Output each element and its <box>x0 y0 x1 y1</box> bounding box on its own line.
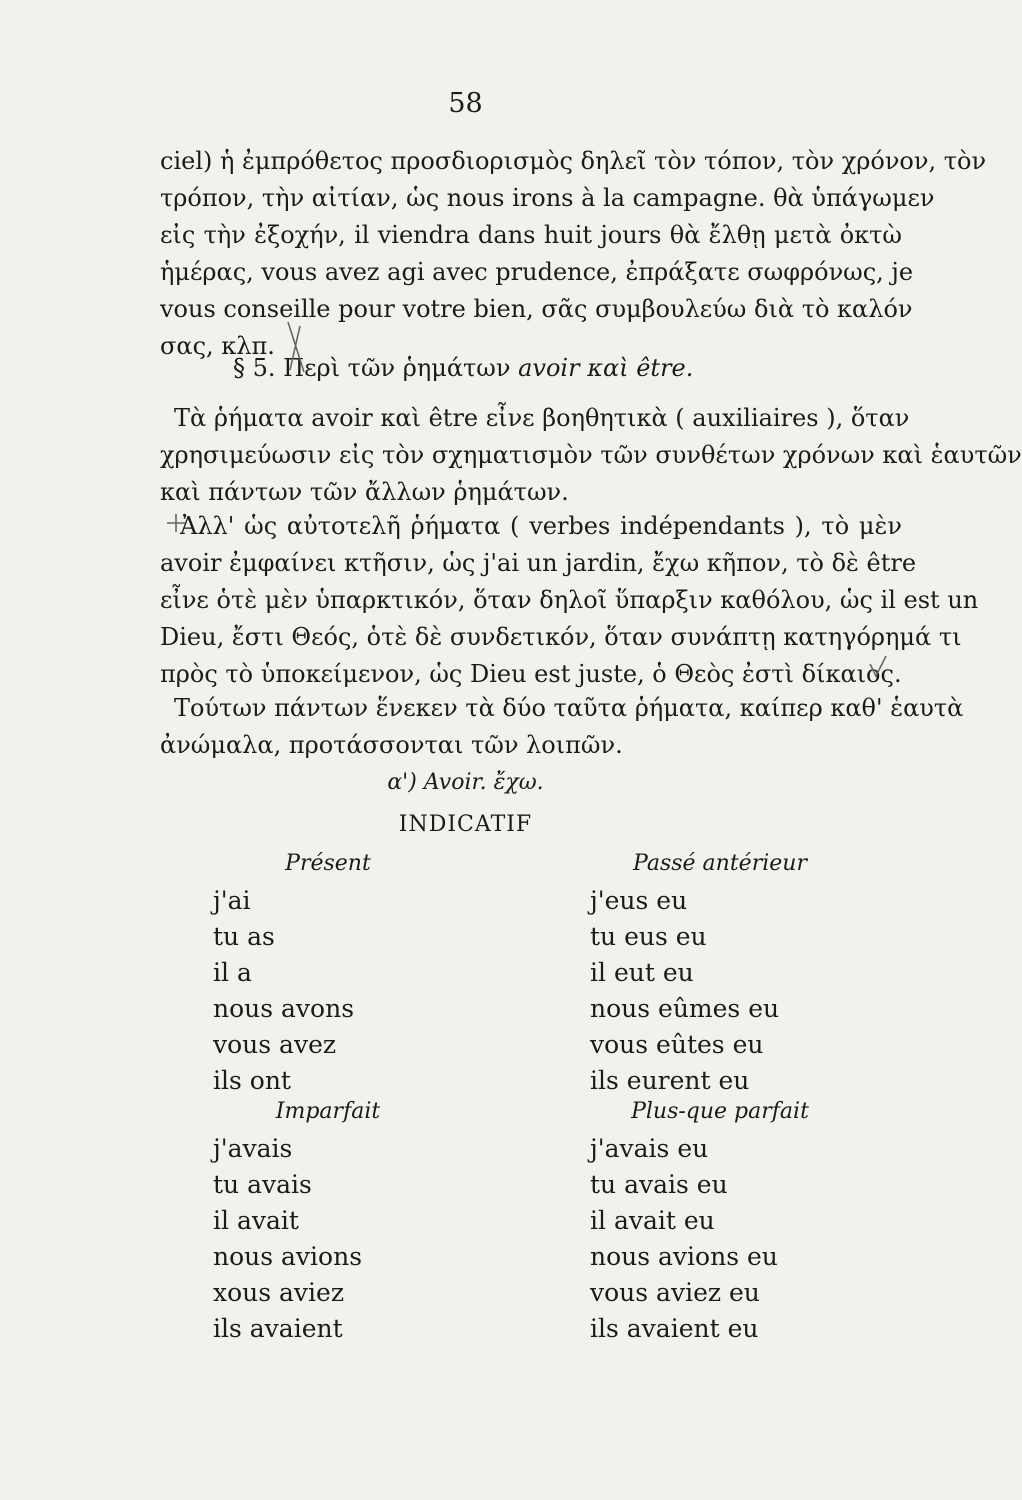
page-number: 58 <box>448 88 483 119</box>
conjugation-row: j'avais <box>213 1134 293 1163</box>
text-line: ciel) ἡ ἐμπρόθετος προσδιορισμὸς δηλεῖ τὸν τόπον, τὸν χρόνον, τὸν <box>160 147 987 175</box>
plus-que-parfait-column <box>590 1093 850 1347</box>
text-line: ἀνώμαλα, προτάσσονται τῶν λοιπῶν. <box>160 731 623 759</box>
conjugation-row: ils avaient eu <box>590 1314 759 1343</box>
section-avoir: avoir <box>518 354 580 382</box>
conjugation-row: nous avions <box>213 1242 363 1271</box>
conjugation-row: j'eus eu <box>590 886 688 915</box>
paragraph-1 <box>160 143 987 365</box>
text-line: Τούτων πάντων ἕνεκεν τὰ δύο ταῦτα ῥήματα, καίπερ καθ' ἑαυτὰ <box>174 694 964 722</box>
conjugation-row: tu avais <box>213 1170 312 1199</box>
avoir-title: α') Avoir. ἔχω. <box>387 770 544 795</box>
present-column <box>213 845 473 1099</box>
text-line: εἶνε ὁτὲ μὲν ὑπαρκτικόν, ὅταν δηλοῖ ὕπαρξιν καθόλου, ὡς il est un <box>160 586 979 614</box>
text-line: καὶ πάντων τῶν ἄλλων ῥημάτων. <box>160 478 569 506</box>
conjugation-row: ils ont <box>213 1066 291 1095</box>
conjugation-row: ils eurent eu <box>590 1066 750 1095</box>
text-line: Ἀλλ' ὡς αὐτοτελῆ ῥήματα ( verbes indépendants ), τὸ μὲν <box>180 512 903 540</box>
conjugation-row: vous eûtes eu <box>590 1030 764 1059</box>
imparfait-heading: Imparfait <box>275 1099 381 1124</box>
passe-anterieur-column <box>590 845 850 1099</box>
conjugation-row: j'ai <box>213 886 251 915</box>
text-line: τρόπον, τὴν αἰτίαν, ὡς nous irons à la campagne. θὰ ὑπάγωμεν <box>160 184 935 212</box>
conjugation-row: il avait <box>213 1206 299 1235</box>
present-heading: Présent <box>285 851 371 876</box>
text-line: χρησιμεύωσιν εἰς τὸν σχηματισμὸν τῶν συνθέτων χρόνων καὶ ἑαυτῶν <box>160 441 1022 469</box>
conjugation-row: il avait eu <box>590 1206 715 1235</box>
paragraph-4 <box>160 690 964 764</box>
imparfait-column <box>213 1093 473 1347</box>
conjugation-row: nous eûmes eu <box>590 994 780 1023</box>
pencil-check-icon <box>867 652 889 680</box>
pencil-cross-icon <box>165 512 187 534</box>
text-line: Dieu, ἔστι Θεός, ὁτὲ δὲ συνδετικόν, ὅταν συνάπτῃ κατηγόρημά τι <box>160 623 962 651</box>
text-line: ἡμέρας, vous avez agi avec prudence, ἐπράξατε σωφρόνως, je <box>160 258 914 286</box>
conjugation-row: j'avais eu <box>590 1134 709 1163</box>
text-line: εἰς τὴν ἐξοχήν, il viendra dans huit jours θὰ ἔλθῃ μετὰ ὀκτὼ <box>160 221 902 249</box>
conjugation-row: nous avons <box>213 994 355 1023</box>
section-number: § 5. Περὶ τῶν ῥημάτων <box>233 354 511 382</box>
conjugation-row: il eut eu <box>590 958 694 987</box>
conjugation-row: vous avez <box>213 1030 337 1059</box>
conjugation-row: nous avions eu <box>590 1242 778 1271</box>
text-line: Τὰ ῥήματα avoir καὶ être εἶνε βοηθητικὰ ( auxiliaires ), ὅταν <box>174 404 910 432</box>
section-etre: être. <box>636 354 694 382</box>
conjugation-row: tu avais eu <box>590 1170 728 1199</box>
conjugation-row: vous aviez eu <box>590 1278 760 1307</box>
passe-anterieur-heading: Passé antérieur <box>633 851 807 876</box>
conjugation-row: tu as <box>213 922 275 951</box>
paragraph-3 <box>160 508 979 693</box>
indicatif-heading: INDICATIF <box>398 812 533 837</box>
text-line: σας, κλπ. <box>160 332 275 360</box>
paragraph-2 <box>160 400 1022 511</box>
conjugation-row: tu eus eu <box>590 922 707 951</box>
conjugation-row: il a <box>213 958 252 987</box>
section-kai: καὶ <box>587 354 629 382</box>
text-line: avoir ἐμφαίνει κτῆσιν, ὡς j'ai un jardin, ἔχω κῆπον, τὸ δὲ être <box>160 549 917 577</box>
text-line: vous conseille pour votre bien, σᾶς συμβουλεύω διὰ τὸ καλόν <box>160 295 913 323</box>
text-line: πρὸς τὸ ὑποκείμενον, ὡς Dieu est juste, ὁ Θεὸς ἐστὶ δίκαιος. <box>160 660 902 688</box>
pencil-mark-icon <box>282 318 312 378</box>
conjugation-row: ils avaient <box>213 1314 343 1343</box>
conjugation-row: xous aviez <box>213 1278 345 1307</box>
plus-que-parfait-heading: Plus-que parfait <box>631 1099 809 1124</box>
